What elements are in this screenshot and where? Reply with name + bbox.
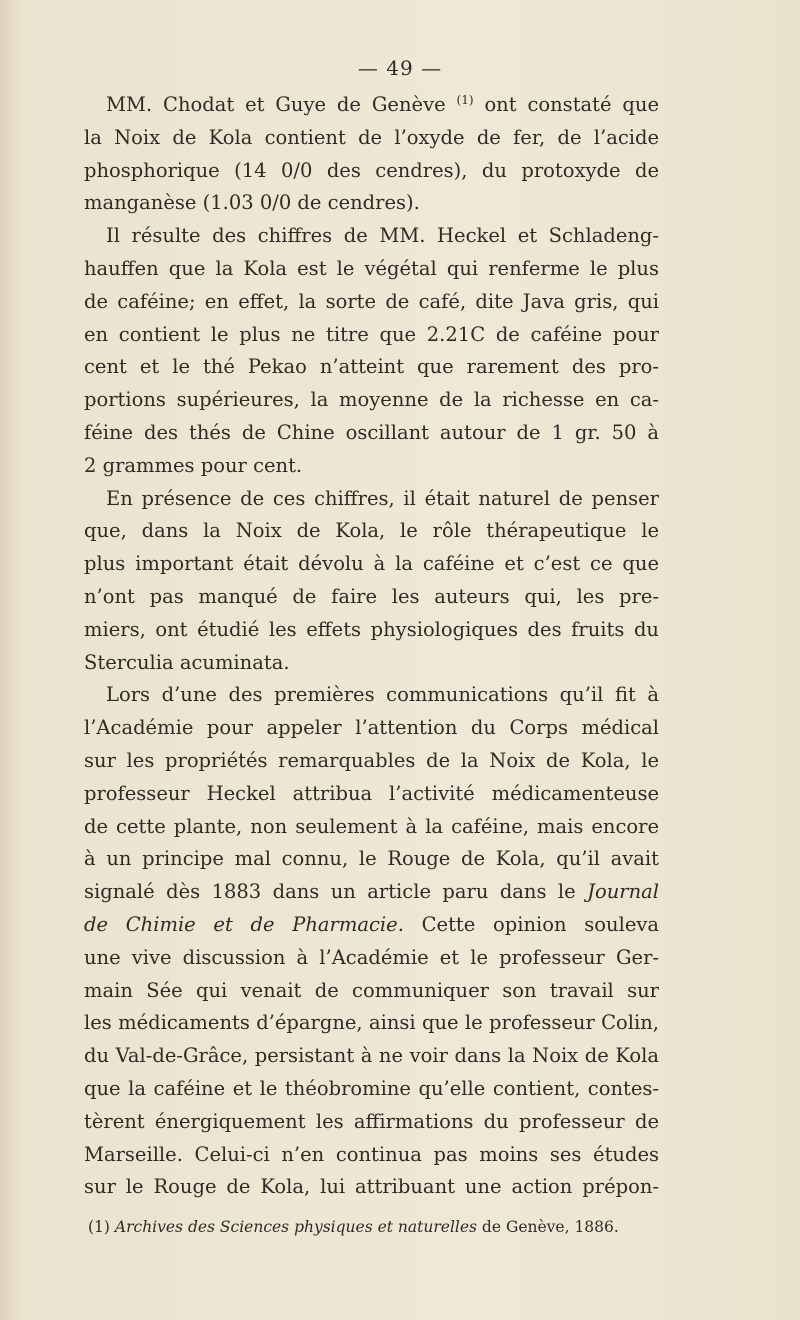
line-text: miers, ont étudié les effets physiologiques des fruits du	[84, 617, 659, 641]
footnote-rest: de Genève, 1886.	[481, 1218, 619, 1236]
text-line	[84, 1007, 659, 1040]
line-text: n’ont pas manqué de faire les auteurs qui, les pre-	[84, 584, 659, 608]
italic-text: de Chimie et de Pharmacie.	[84, 912, 404, 936]
line-text: manganèse (1.03 0/0 de cendres).	[84, 191, 420, 215]
footnote-marker: (1)	[88, 1218, 110, 1236]
line-text-continued: ont constaté que	[484, 93, 660, 116]
line-text: professeur Heckel attribua l’activité médicamenteuse	[84, 781, 659, 805]
italic-text: Journal	[587, 880, 659, 904]
text-line	[84, 647, 659, 680]
text-line	[84, 1073, 659, 1106]
line-text: les médicaments d’épargne, ainsi que le professeur Colin,	[84, 1011, 659, 1035]
text-line	[84, 1106, 659, 1139]
text-line	[84, 975, 659, 1008]
text-line	[84, 122, 659, 155]
line-text-continued: Cette opinion souleva	[421, 912, 659, 936]
text-line	[84, 483, 659, 516]
text-line	[84, 745, 659, 778]
line-text: du Val-de-Grâce, persistant à ne voir dans la Noix de Kola	[84, 1044, 659, 1068]
line-text: cent et le thé Pekao n’atteint que rarement des pro-	[84, 355, 659, 379]
line-text: phosphorique (14 0/0 des cendres), du protoxyde de	[84, 158, 659, 182]
text-line	[84, 614, 659, 647]
line-text: de caféine; en effet, la sorte de café, dite Java gris, qui	[84, 289, 659, 313]
text-line	[84, 515, 659, 548]
line-text: Lors d’une des premières communications qu’il fit à	[106, 683, 659, 707]
text-line	[84, 811, 659, 844]
text-line	[84, 712, 659, 745]
line-text: de cette plante, non seulement à la caféine, mais encore	[84, 814, 659, 838]
text-line	[84, 253, 659, 286]
text-line	[84, 351, 659, 384]
text-line	[84, 1040, 659, 1073]
text-line	[84, 220, 659, 253]
line-text: en contient le plus ne titre que 2.21C de caféine pour	[84, 322, 659, 346]
line-text: signalé dès 1883 dans un article paru dans le	[84, 880, 576, 904]
line-text: 2 grammes pour cent.	[84, 453, 303, 477]
line-text: que la caféine et le théobromine qu’elle contient, contes-	[84, 1076, 659, 1100]
line-text: En présence de ces chiffres, il était naturel de penser	[106, 486, 659, 510]
text-line	[84, 155, 659, 188]
footnote-reference: (1)	[456, 93, 474, 107]
line-text: la Noix de Kola contient de l’oxyde de fer, de l’acide	[84, 125, 659, 149]
text-line	[84, 1139, 659, 1172]
text-line	[84, 876, 659, 909]
text-line	[84, 843, 659, 876]
text-line	[84, 187, 659, 220]
line-text: Sterculia acuminata.	[84, 650, 290, 674]
text-line	[84, 1171, 659, 1204]
text-line	[84, 942, 659, 975]
text-line	[84, 679, 659, 712]
line-text: féine des thés de Chine oscillant autour de 1 gr. 50 à	[84, 420, 659, 444]
line-text: MM. Chodat et Guye de Genève	[106, 93, 446, 116]
line-text: que, dans la Noix de Kola, le rôle thérapeutique le	[84, 519, 659, 543]
line-text: une vive discussion à l’Académie et le professeur Ger-	[84, 945, 659, 969]
line-text: à un principe mal connu, le Rouge de Kola, qu’il avait	[84, 847, 659, 871]
text-line	[84, 89, 659, 122]
footnote	[88, 1218, 658, 1236]
text-line	[84, 384, 659, 417]
line-text: Marseille. Celui-ci n’en continua pas moins ses études	[84, 1142, 659, 1166]
line-text: plus important était dévolu à la caféine et c’est ce que	[84, 552, 659, 576]
body-text	[84, 89, 659, 1204]
page-number: — 49 —	[357, 56, 443, 80]
line-text: sur le Rouge de Kola, lui attribuant une action prépon-	[84, 1175, 659, 1199]
text-line	[84, 319, 659, 352]
footnote-title: Archives des Sciences physiques et naturelles	[114, 1218, 477, 1236]
text-line	[84, 581, 659, 614]
text-line	[84, 417, 659, 450]
line-text: hauffen que la Kola est le végétal qui renferme le plus	[84, 256, 659, 280]
line-text: Il résulte des chiffres de MM. Heckel et Schladeng-	[106, 224, 659, 248]
line-text: portions supérieures, la moyenne de la richesse en ca-	[84, 388, 659, 412]
text-line	[84, 286, 659, 319]
text-line	[84, 909, 659, 942]
line-text: sur les propriétés remarquables de la Noix de Kola, le	[84, 748, 659, 772]
line-text: tèrent énergiquement les affirmations du professeur de	[84, 1109, 659, 1133]
line-text: l’Académie pour appeler l’attention du Corps médical	[84, 716, 659, 740]
text-line	[84, 450, 659, 483]
text-line	[84, 778, 659, 811]
line-text: main Sée qui venait de communiquer son travail sur	[84, 978, 659, 1002]
text-line	[84, 548, 659, 581]
